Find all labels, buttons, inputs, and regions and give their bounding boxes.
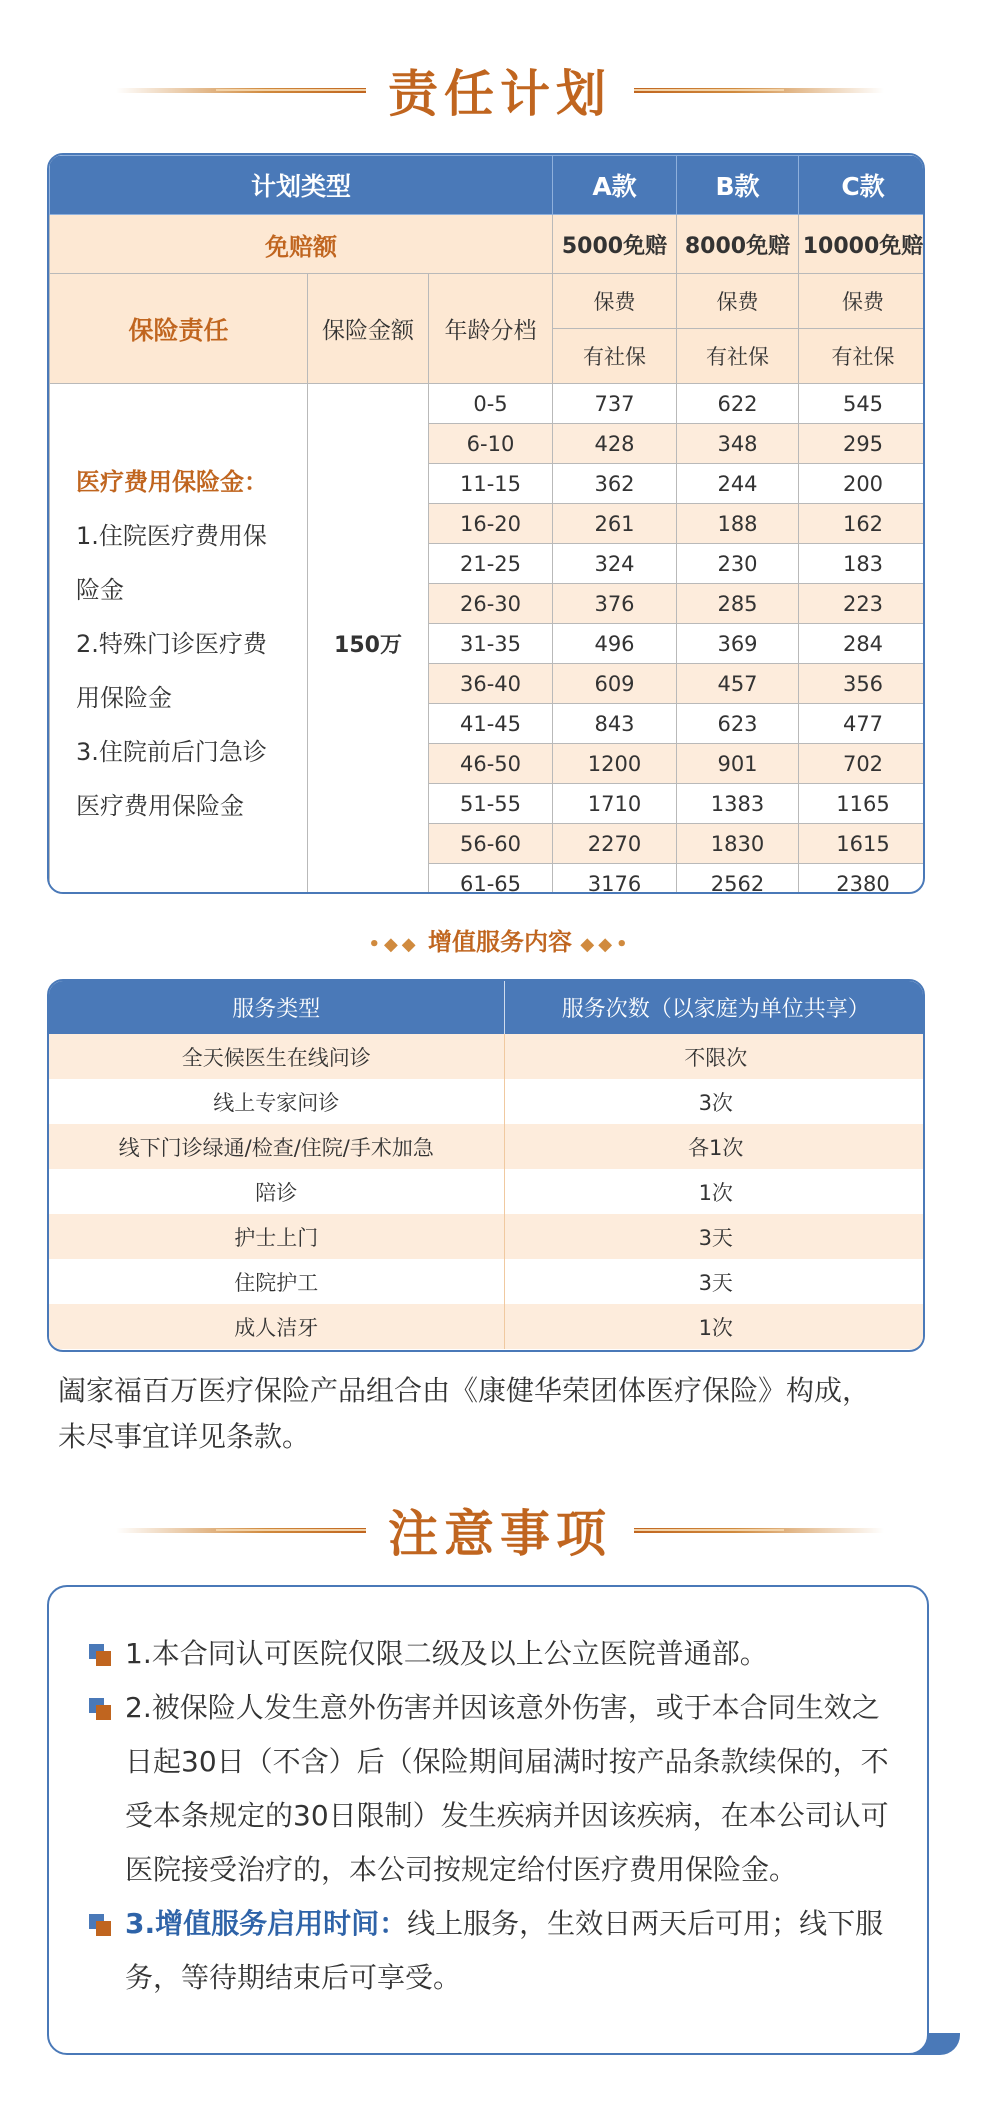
- table-row: [49, 1214, 925, 1259]
- notice-item: [89, 1681, 889, 1897]
- plan-title: 责任计划: [388, 65, 612, 123]
- notice-text: 1.本合同认可医院仅限二级及以上公立医院普通部。: [125, 1637, 768, 1670]
- premium-c-cell: 183: [799, 544, 926, 584]
- premium-b-cell: 622: [677, 384, 799, 424]
- service-type: 成人洁牙: [49, 1304, 504, 1349]
- services-title-text: 增值服务内容: [428, 928, 572, 956]
- premium-a-cell: 843: [553, 704, 677, 744]
- plan-b-header: B款: [677, 156, 799, 215]
- premium-a-cell: 609: [553, 664, 677, 704]
- premium-a-cell: 737: [553, 384, 677, 424]
- premium-a-cell: 1710: [553, 784, 677, 824]
- coverage-line: 3.住院前后门急诊: [76, 737, 267, 766]
- age-header: 年龄分档: [429, 274, 553, 384]
- services-table: [47, 979, 925, 1352]
- coverage-line: 2.特殊门诊医疗费: [76, 629, 267, 658]
- age-cell: 6-10: [429, 424, 553, 464]
- age-cell: 26-30: [429, 584, 553, 624]
- notice-text: 线上服务，生效日两天后可用；线下服务，等待期结束后可享受。: [125, 1907, 884, 1994]
- age-cell: 31-35: [429, 624, 553, 664]
- social-c-label: 有社保: [799, 329, 926, 384]
- deductible-b: 8000免赔: [677, 215, 799, 274]
- coverage-line: 医疗费用保险金: [76, 791, 244, 820]
- amount-header: 保险金额: [308, 274, 429, 384]
- premium-a-cell: 428: [553, 424, 677, 464]
- premium-c-cell: 1165: [799, 784, 926, 824]
- notice-item: [89, 1627, 889, 1681]
- service-count: 3天: [504, 1214, 925, 1259]
- plan-table: [47, 153, 925, 894]
- premium-a-cell: 324: [553, 544, 677, 584]
- service-count: 1次: [698, 1180, 733, 1205]
- notice-item: [89, 1897, 889, 2005]
- premium-a-cell: 1200: [553, 744, 677, 784]
- service-count: 3次: [698, 1090, 733, 1115]
- dots-right-icon: ◆◆•: [580, 934, 632, 955]
- service-type: 全天候医生在线问诊: [49, 1034, 504, 1079]
- premium-header-row: [50, 274, 926, 329]
- premium-c-cell: 284: [799, 624, 926, 664]
- service-count: 不限次: [504, 1034, 925, 1079]
- age-cell: 61-65: [429, 864, 553, 895]
- premium-b-cell: 188: [677, 504, 799, 544]
- deductible-row: [50, 215, 926, 274]
- premium-c-label: 保费: [799, 274, 926, 329]
- dots-left-icon: •◆◆: [368, 934, 420, 955]
- age-cell: 16-20: [429, 504, 553, 544]
- age-cell: 46-50: [429, 744, 553, 784]
- service-count: 各1次: [504, 1124, 925, 1169]
- title-decoration-right: [634, 1528, 884, 1533]
- premium-c-cell: 1615: [799, 824, 926, 864]
- product-note: [58, 1368, 938, 1460]
- premium-b-label: 保费: [677, 274, 799, 329]
- plan-c-header: C款: [799, 156, 926, 215]
- premium-c-cell: 295: [799, 424, 926, 464]
- premium-b-cell: 457: [677, 664, 799, 704]
- premium-a-cell: 3176: [553, 864, 677, 895]
- responsibility-header: 保险责任: [50, 274, 308, 384]
- premium-c-cell: 702: [799, 744, 926, 784]
- product-note-line: 未尽事宜详见条款。: [58, 1420, 311, 1453]
- product-note-line: 阖家福百万医疗保险产品组合由《康健华荣团体医疗保险》构成，: [58, 1374, 871, 1407]
- service-type: 陪诊: [49, 1169, 504, 1214]
- premium-a-cell: 496: [553, 624, 677, 664]
- notice-highlight: 3.增值服务启用时间：: [125, 1907, 408, 1940]
- notice-box: [47, 1585, 929, 2055]
- deductible-label: 免赔额: [50, 215, 553, 274]
- title-decoration-left: [116, 88, 366, 93]
- age-cell: 0-5: [429, 384, 553, 424]
- plan-type-header: 计划类型: [50, 156, 553, 215]
- age-cell: 36-40: [429, 664, 553, 704]
- premium-b-cell: 623: [677, 704, 799, 744]
- premium-c-cell: 356: [799, 664, 926, 704]
- coverage-title: 医疗费用保险金：: [76, 467, 268, 496]
- social-a-label: 有社保: [553, 329, 677, 384]
- service-count: 3天: [698, 1270, 733, 1295]
- premium-a-cell: 261: [553, 504, 677, 544]
- social-b-label: 有社保: [677, 329, 799, 384]
- service-count: 1次: [504, 1304, 925, 1349]
- premium-b-cell: 230: [677, 544, 799, 584]
- table-row: [49, 1079, 925, 1124]
- coverage-line: 用保险金: [76, 683, 172, 712]
- service-count-header: 服务次数（以家庭为单位共享）: [504, 981, 925, 1034]
- premium-c-cell: 477: [799, 704, 926, 744]
- table-row: [49, 1034, 925, 1079]
- services-title: [0, 922, 1000, 957]
- sum-insured: 150万: [308, 384, 429, 895]
- premium-b-cell: 901: [677, 744, 799, 784]
- premium-b-cell: 244: [677, 464, 799, 504]
- table-row: [49, 1124, 925, 1169]
- square-bullet-icon: [89, 1644, 111, 1666]
- service-type-header: 服务类型: [49, 981, 504, 1034]
- coverage-line: 1.住院医疗费用保: [76, 521, 267, 550]
- age-cell: 41-45: [429, 704, 553, 744]
- table-row: [49, 1259, 925, 1304]
- table-row: [49, 1304, 925, 1349]
- age-cell: 21-25: [429, 544, 553, 584]
- premium-c-cell: 2380: [799, 864, 926, 895]
- premium-a-cell: 376: [553, 584, 677, 624]
- premium-b-cell: 348: [677, 424, 799, 464]
- notice-title: 注意事项: [388, 1505, 612, 1563]
- premium-c-cell: 162: [799, 504, 926, 544]
- age-cell: 51-55: [429, 784, 553, 824]
- service-type: 线下门诊绿通/检查/住院/手术加急: [49, 1124, 504, 1169]
- services-header-row: [49, 981, 925, 1034]
- notice-list: [89, 1627, 889, 2005]
- title-decoration-left: [116, 1528, 366, 1533]
- premium-a-cell: 2270: [553, 824, 677, 864]
- square-bullet-icon: [89, 1914, 111, 1936]
- title-decoration-right: [634, 88, 884, 93]
- service-type: 线上专家问诊: [49, 1079, 504, 1124]
- premium-b-cell: 1830: [677, 824, 799, 864]
- premium-b-cell: 369: [677, 624, 799, 664]
- premium-c-cell: 223: [799, 584, 926, 624]
- premium-b-cell: 1383: [677, 784, 799, 824]
- table-row: [49, 1169, 925, 1214]
- premium-a-cell: 362: [553, 464, 677, 504]
- age-cell: 56-60: [429, 824, 553, 864]
- premium-c-cell: 545: [799, 384, 926, 424]
- plan-header-row: [50, 156, 926, 215]
- coverage-description: [50, 384, 308, 895]
- age-cell: 11-15: [429, 464, 553, 504]
- notice-text: 2.被保险人发生意外伤害并因该意外伤害，或于本合同生效之日起30日（不含）后（保险期间届满时按产品条款续保的，不受本条规定的30日限制）发生疾病并因该疾病，在本公司认可医院接受治疗的，本公司按规定给付医疗费用保险金。: [125, 1691, 889, 1886]
- plan-a-header: A款: [553, 156, 677, 215]
- coverage-line: 险金: [76, 575, 124, 604]
- premium-b-cell: 285: [677, 584, 799, 624]
- premium-b-cell: 2562: [677, 864, 799, 895]
- deductible-a: 5000免赔: [553, 215, 677, 274]
- premium-a-label: 保费: [553, 274, 677, 329]
- service-type: 护士上门: [49, 1214, 504, 1259]
- table-row: [50, 384, 926, 424]
- plan-section-title: [0, 50, 1000, 130]
- square-bullet-icon: [89, 1698, 111, 1720]
- service-type: 住院护工: [49, 1259, 504, 1304]
- deductible-c: 10000免赔: [799, 215, 926, 274]
- premium-c-cell: 200: [799, 464, 926, 504]
- notice-section-title: [0, 1490, 1000, 1570]
